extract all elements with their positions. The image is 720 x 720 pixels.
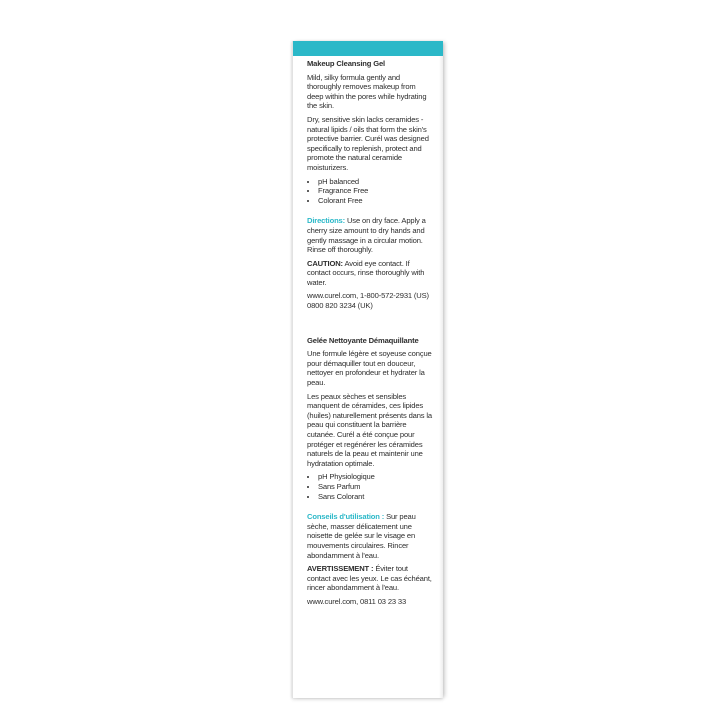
feature-item: • Fragrance Free (318, 186, 433, 196)
avertissement-label: AVERTISSEMENT : (307, 564, 374, 574)
description-en: Mild, silky formula gently and thoroughly removes makeup from deep within the pores while hydrating the skin. (307, 72, 427, 111)
feature-item: • Sans Colorant (318, 492, 433, 502)
contact-fr: www.curel.com, 0811 03 23 33 (307, 596, 407, 606)
directions-text: Use on dry face. Apply a cherry size amount to dry hands and gently massage in a circular motion. Rinse off thoroughly. (307, 216, 426, 255)
features-list-en (307, 177, 433, 206)
feature-item: • pH Physiologique (318, 472, 433, 482)
directions-label: Directions: (307, 216, 346, 226)
title-fr: Gelée Nettoyante Démaquillante (307, 335, 419, 345)
box-edge-shade (439, 56, 443, 698)
avertissement-fr (307, 564, 433, 593)
label-text (307, 59, 433, 611)
avertissement-text: Éviter tout contact avec les yeux. Le cas échéant, rincer abondamment à l'eau. (307, 564, 432, 593)
feature-item: • Sans Parfum (318, 482, 433, 492)
caution-label: CAUTION: (307, 258, 343, 268)
feature-item: • pH balanced (318, 177, 433, 187)
ceramide-text-fr: Les peaux sèches et sensibles manquent de céramides, ces lipides (huiles) naturellement présents dans la peau qui constituent la barrière cutanée. Curél a été conçue pour protéger et regénérer les céramides naturels de la peau et maintenir une hydratation optimale. (307, 391, 433, 468)
conseils-fr (307, 512, 433, 560)
feature-item: • Colorant Free (318, 196, 433, 206)
accent-band (293, 41, 443, 56)
ceramide-text-en: Dry, sensitive skin lacks ceramides - natural lipids / oils that form the skin's protective barrier. Curél was designed specifically to replenish, protect and promote the natural ceramide moisturizers. (307, 114, 429, 172)
title-en: Makeup Cleansing Gel (307, 59, 386, 68)
caution-text: Avoid eye contact. If contact occurs, rinse thoroughly with water. (307, 258, 425, 287)
caution-en (307, 259, 433, 288)
contact-en: www.curel.com, 1-800-572-2931 (US) 0800 820 3234 (UK) (307, 291, 429, 311)
conseils-label: Conseils d'utilisation : (307, 512, 385, 522)
features-list-fr (307, 472, 433, 501)
section-gap (307, 315, 433, 336)
directions-en (307, 216, 433, 254)
description-fr: Une formule légère et soyeuse conçue pour démaquiller tout en douceur, nettoyer en profondeur et hydrater la peau. (307, 349, 432, 388)
conseils-text: Sur peau sèche, masser délicatement une noisette de gelée sur le visage en mouvements circulaires. Rincer abondamment à l'eau. (307, 512, 416, 560)
product-box-panel (292, 41, 443, 698)
